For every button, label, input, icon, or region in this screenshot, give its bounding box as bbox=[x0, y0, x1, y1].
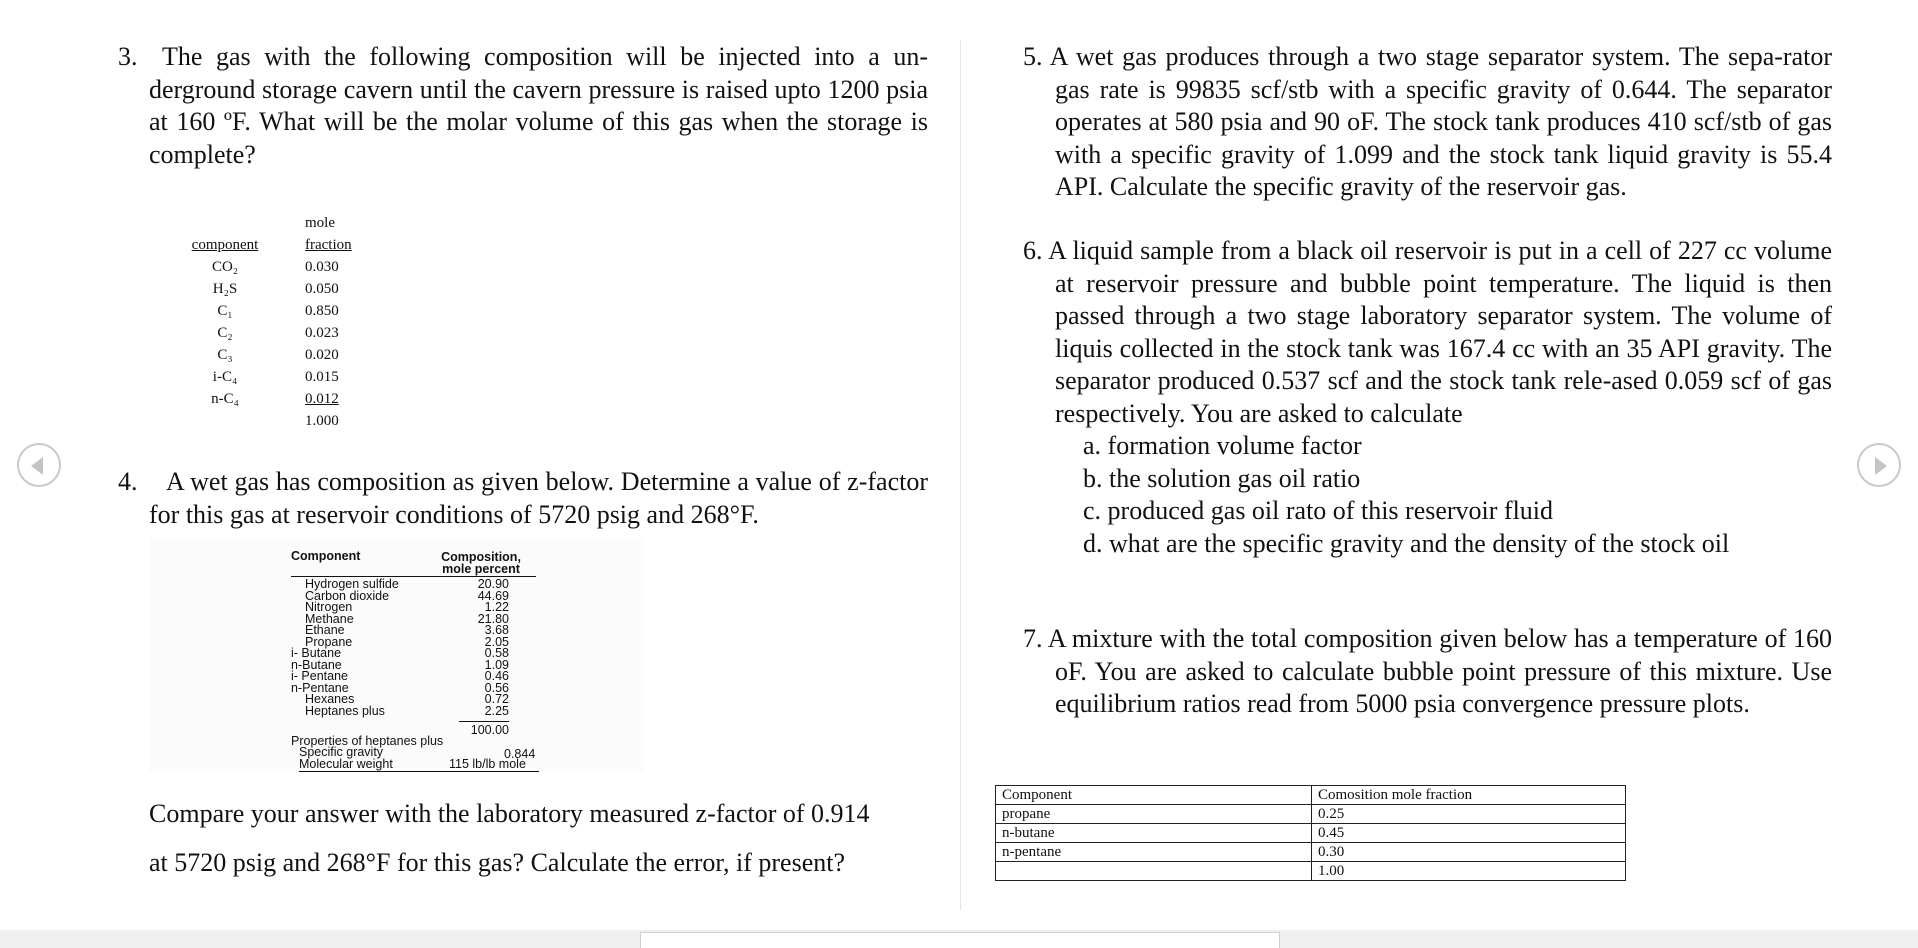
q7-fraction: 0.30 bbox=[1312, 843, 1626, 862]
q3-fraction: 0.030 bbox=[305, 259, 339, 275]
q4-component: Ethane bbox=[305, 623, 345, 637]
q7-composition-table bbox=[995, 785, 1626, 881]
q3-component: C₁ bbox=[217, 303, 233, 319]
q3-component: i-C₄ bbox=[212, 369, 238, 385]
q4-value: 44.69 bbox=[477, 588, 509, 603]
q3-fraction-column bbox=[305, 212, 365, 432]
q3-header-fraction: fraction bbox=[305, 237, 352, 253]
question-7 bbox=[1023, 623, 1832, 721]
q4-value: 3.68 bbox=[484, 623, 509, 637]
question-3-text: The gas with the following composition will be injected into a un-derground storage cavern until the cavern pressure is raised upto 1200 psia at 160 ºF. What will be the molar volume of this gas when the storage is complete? bbox=[149, 42, 928, 169]
q4-component: Heptanes plus bbox=[305, 703, 385, 718]
q4-value: 0.58 bbox=[484, 646, 509, 660]
q4-header-composition bbox=[431, 551, 531, 575]
q4-specific-gravity-label: Specific gravity bbox=[299, 745, 384, 759]
question-3 bbox=[118, 41, 928, 171]
q3-component: C₂ bbox=[217, 325, 233, 341]
chevron-right-icon[interactable] bbox=[1857, 443, 1901, 487]
q7-fraction: 0.45 bbox=[1312, 824, 1626, 843]
q4-component: i- Butane bbox=[291, 646, 342, 660]
q7-component: propane bbox=[996, 805, 1312, 824]
q3-component: CO₂ bbox=[211, 259, 239, 275]
q3-component: H₂S bbox=[212, 281, 238, 297]
question-4-number: 4. bbox=[118, 467, 138, 496]
table-row bbox=[996, 843, 1626, 862]
q6-item-c: c. produced gas oil rato of this reservoir fluid bbox=[1083, 496, 1554, 525]
q4-props-title: Properties of heptanes plus bbox=[291, 734, 444, 748]
question-4 bbox=[118, 466, 928, 531]
q4-specific-gravity-value: 0.844 bbox=[504, 747, 536, 761]
q4-value: 0.72 bbox=[484, 692, 509, 706]
q3-component-column bbox=[185, 212, 265, 410]
question-3-number: 3. bbox=[118, 42, 138, 71]
question-6-text: 6. A liquid sample from a black oil reservoir is put in a cell of 227 cc volume at reservoir pressure and bubble point temperature. The liquid is then passed through a two stage laboratory separator system. The volume of liquis collected in the stock tank was 167.4 cc with an 35 API gravity. The separator produced 0.537 scf and the stock tank rele-ased 0.059 scf of gas respectively. You are asked to calculate bbox=[1023, 236, 1832, 428]
q4-value: 2.25 bbox=[484, 703, 509, 718]
q4-header-component: Component bbox=[291, 549, 361, 563]
question-5 bbox=[1023, 41, 1832, 204]
q7-header-fraction: Comosition mole fraction bbox=[1312, 786, 1626, 805]
q6-item-a: a. formation volume factor bbox=[1083, 431, 1362, 460]
q3-fraction: 0.023 bbox=[305, 325, 339, 341]
q3-header-mole: mole bbox=[305, 215, 335, 231]
table-row bbox=[996, 862, 1626, 881]
q4-component: Hydrogen sulfide bbox=[305, 577, 399, 591]
q4-value: 0.56 bbox=[484, 680, 509, 695]
q7-fraction: 1.00 bbox=[1312, 862, 1626, 881]
question-5-text: 5. A wet gas produces through a two stage separator system. The sepa-rator gas rate is 99835 scf/stb with a specific gravity of 0.644. The separator operates at 580 psia and 90 oF. The stock tank produces 410 scf/stb of gas with a specific gravity of 1.099 and the stock tank liquid gravity is 55.4 API. Calculate the specific gravity of the reservoir gas. bbox=[1023, 42, 1832, 201]
q3-component: n-C₄ bbox=[211, 391, 239, 407]
q4-value: 20.90 bbox=[477, 577, 509, 591]
q4-component: i- Pentane bbox=[291, 669, 348, 683]
q3-fraction: 0.850 bbox=[305, 303, 339, 319]
table-row bbox=[996, 805, 1626, 824]
q7-component bbox=[996, 862, 1312, 881]
chevron-left-icon[interactable] bbox=[17, 443, 61, 487]
next-page-edge bbox=[640, 932, 1280, 948]
q3-component: C₃ bbox=[217, 347, 233, 363]
q4-value: 0.46 bbox=[484, 669, 509, 683]
q7-fraction: 0.25 bbox=[1312, 805, 1626, 824]
q4-component-values bbox=[444, 579, 509, 717]
q4-table-header bbox=[291, 546, 536, 577]
q7-component: n-butane bbox=[996, 824, 1312, 843]
q7-component: n-pentane bbox=[996, 843, 1312, 862]
q4-compare-line-2: at 5720 psig and 268°F for this gas? Calculate the error, if present? bbox=[149, 848, 845, 877]
q4-component: n-Butane bbox=[291, 657, 342, 672]
q4-value: 1.22 bbox=[484, 600, 509, 614]
q4-compare-line-1: Compare your answer with the laboratory measured z-factor of 0.914 bbox=[149, 799, 870, 828]
q4-value: 21.80 bbox=[477, 611, 509, 626]
q4-header-mole-percent: mole percent bbox=[442, 562, 520, 576]
q4-component: Propane bbox=[305, 634, 353, 649]
q4-header-composition-label: Composition, bbox=[441, 550, 521, 564]
q3-header-component: component bbox=[191, 237, 259, 253]
table-row bbox=[996, 786, 1626, 805]
q4-component: Methane bbox=[305, 611, 354, 626]
q4-value: 2.05 bbox=[484, 634, 509, 649]
q4-component: n-Pentane bbox=[291, 680, 349, 695]
q3-fraction: 0.015 bbox=[305, 369, 339, 385]
q4-component: Nitrogen bbox=[305, 600, 353, 614]
q4-component: Hexanes bbox=[305, 692, 355, 706]
q3-total: 1.000 bbox=[305, 413, 339, 429]
q3-fraction: 0.012 bbox=[305, 391, 339, 407]
question-7-text: 7. A mixture with the total composition given below has a temperature of 160 oF. You are asked to calculate bubble point pressure of this mixture. Use equilibrium ratios read from 5000 psia convergence pressure plots. bbox=[1023, 624, 1832, 718]
q4-scanned-composition-table bbox=[149, 537, 644, 772]
q4-molecular-weight-label: Molecular weight bbox=[299, 757, 393, 771]
q4-molecular-weight-value: 115 lb/lb mole bbox=[449, 757, 526, 771]
table-row bbox=[996, 824, 1626, 843]
q4-total: 100.00 bbox=[459, 721, 509, 737]
q7-header-component: Component bbox=[996, 786, 1312, 805]
q3-fraction: 0.050 bbox=[305, 281, 339, 297]
column-divider bbox=[960, 40, 961, 910]
question-6 bbox=[1023, 235, 1832, 560]
q4-value: 1.09 bbox=[484, 657, 509, 672]
q4-component: Carbon dioxide bbox=[305, 588, 390, 603]
q6-item-d: d. what are the specific gravity and the density of the stock oil bbox=[1083, 528, 1730, 558]
question-4-text: A wet gas has composition as given below. Determine a value of z-factor for this gas at reservoir conditions of 5720 psig and 268°F. bbox=[149, 467, 928, 529]
q4-molecular-weight bbox=[299, 759, 539, 772]
q3-fraction: 0.020 bbox=[305, 347, 339, 363]
q6-item-b: b. the solution gas oil ratio bbox=[1083, 463, 1361, 493]
q4-component-names bbox=[291, 579, 399, 717]
